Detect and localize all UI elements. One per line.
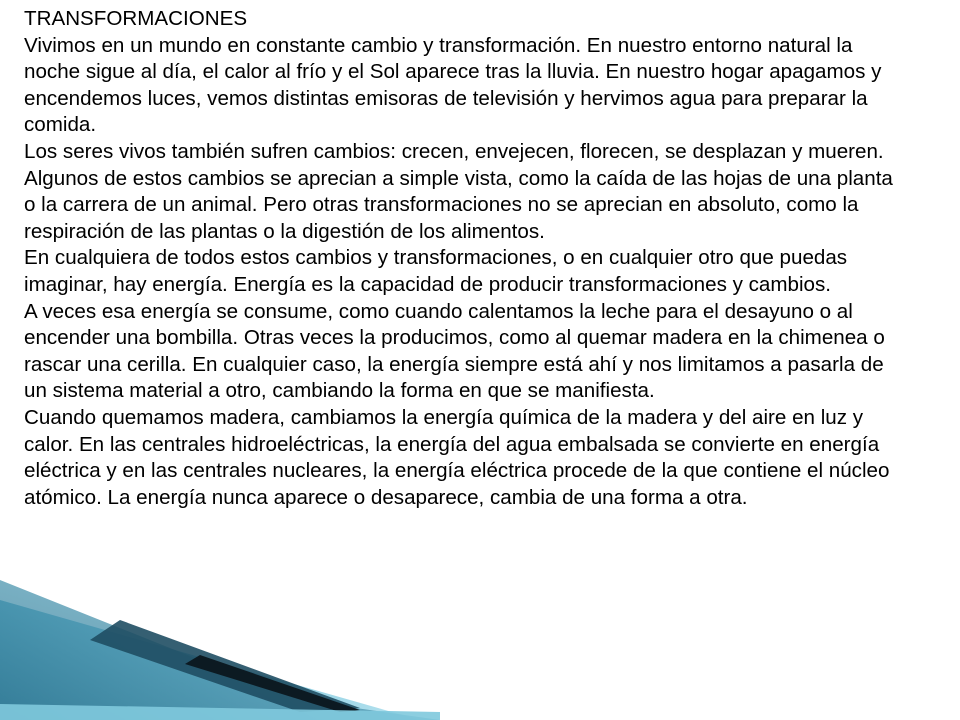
slide-title: TRANSFORMACIONES [24, 7, 248, 30]
slide-body [24, 6, 904, 511]
paragraph-4: A veces esa energía se consume, como cuando calentamos la leche para el desayuno o al encender una bombilla. Otras veces la producimos, como al quemar madera en la chimenea o rascar una cerilla. En cualquier caso, la energía siempre está ahí y nos limitamos a pasarla de un sistema material a otro, cambiando la forma en que se manifiesta. [24, 299, 885, 403]
paragraph-3: En cualquiera de todos estos cambios y transformaciones, o en cualquier otro que puedas imaginar, hay energía. Energía es la capacidad de producir transformaciones y cambios. [24, 246, 848, 296]
mid-wedge [0, 580, 440, 720]
paragraph-1: Vivimos en un mundo en constante cambio y transformación. En nuestro entorno natural la noche sigue al día, el calor al frío y el Sol aparece tras la lluvia. En nuestro hogar apagamos y encendemos luces, vemos distintas emisoras de televisión y hervimos agua para preparar la comida. [24, 33, 882, 137]
paragraph-2: Los seres vivos también sufren cambios: crecen, envejecen, florecen, se desplazan y mueren. Algunos de estos cambios se aprecian a simple vista, como la caída de las hojas de una planta o la carrera de un animal. Pero otras transformaciones no se aprecian en absoluto, como la respiración de las plantas o la digestión de los alimentos. [24, 139, 893, 243]
paragraph-5: Cuando quemamos madera, cambiamos la energía química de la madera y del aire en luz y calor. En las centrales hidroeléctricas, la energía del agua embalsada se convierte en energía eléctrica y en las centrales nucleares, la energía eléctrica procede de la que contiene el núcleo atómico. La energía nunca aparece o desaparece, cambia de una forma a otra. [24, 405, 890, 509]
